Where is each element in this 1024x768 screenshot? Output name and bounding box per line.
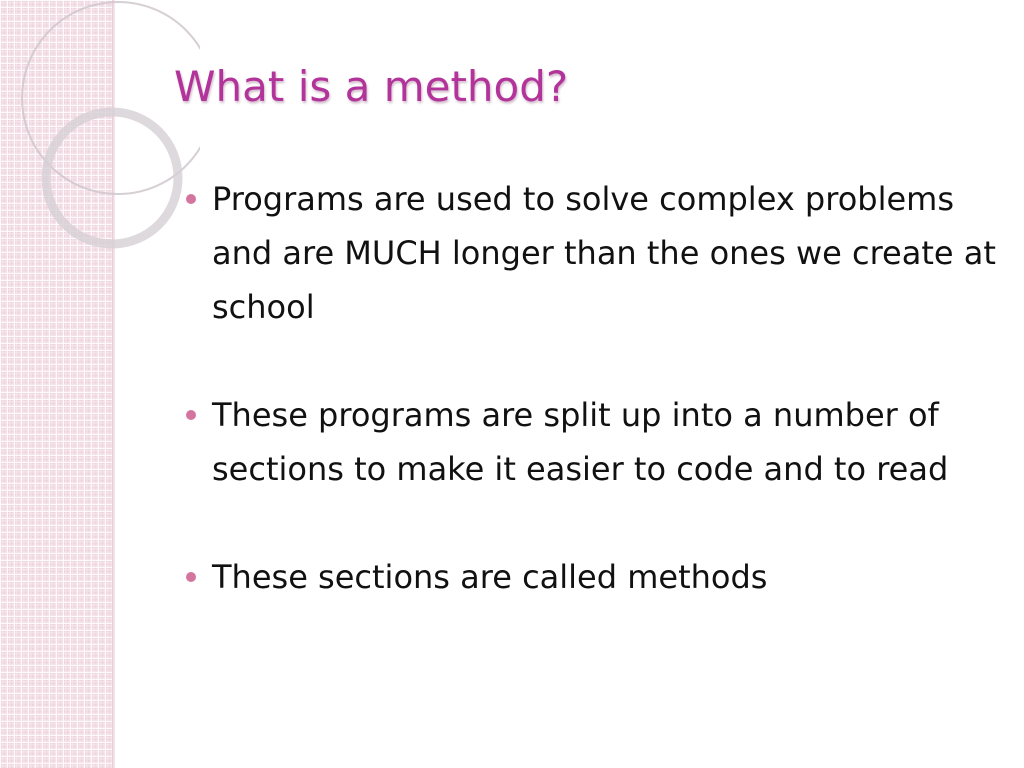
bullet-point-icon bbox=[186, 410, 196, 420]
bullet-text: These sections are called methods bbox=[212, 558, 768, 596]
slide-title: What is a method? bbox=[174, 62, 569, 111]
bullet-list bbox=[184, 172, 1004, 604]
bullet-point-icon bbox=[186, 572, 196, 582]
bullet-item bbox=[184, 172, 1004, 334]
bullet-text: These programs are split up into a number of sections to make it easier to code and to read bbox=[212, 396, 949, 488]
bullet-text: Programs are used to solve complex problems and are MUCH longer than the ones we create at school bbox=[212, 180, 996, 326]
decorative-circles bbox=[0, 0, 200, 260]
bullet-item bbox=[184, 550, 1004, 604]
bullet-item bbox=[184, 388, 1004, 496]
bullet-point-icon bbox=[186, 194, 196, 204]
